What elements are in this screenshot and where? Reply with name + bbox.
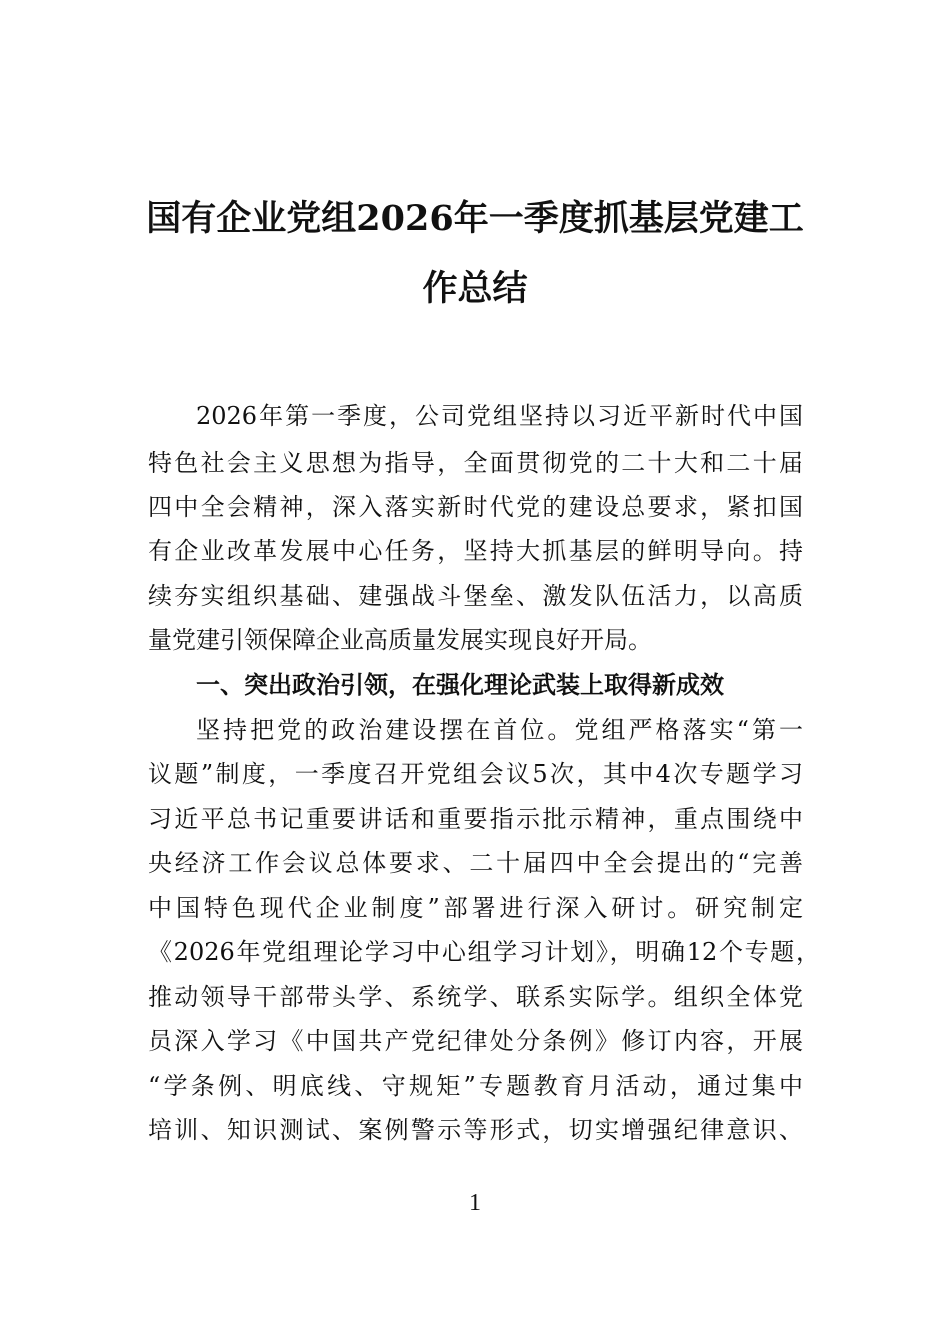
section-1-line: 央经济工作会议总体要求、二十届四中全会提出的“完善: [148, 849, 803, 877]
document-title-line-1: 国有企业党组2026年一季度抓基层党建工: [146, 198, 804, 239]
page-number: 1: [469, 1190, 481, 1216]
section-1-line: 中国特色现代企业制度”部署进行深入研讨。研究制定: [148, 894, 803, 922]
document-title-line-2: 作总结: [422, 268, 528, 309]
intro-line: 有企业改革发展中心任务，坚持大抓基层的鲜明导向。持: [148, 537, 803, 565]
section-1-line: 《2026年党组理论学习中心组学习计划》，明确12个专题，: [148, 938, 820, 966]
intro-line: 特色社会主义思想为指导，全面贯彻党的二十大和二十届: [148, 449, 803, 477]
section-1-line: 议题”制度，一季度召开党组会议5次，其中4次专题学习: [148, 760, 803, 788]
intro-line: 续夯实组织基础、建强战斗堡垒、激发队伍活力，以高质: [148, 582, 803, 610]
section-1-line: “学条例、明底线、守规矩”专题教育月活动，通过集中: [148, 1072, 803, 1100]
section-1-line: 推动领导干部带头学、系统学、联系实际学。组织全体党: [148, 983, 803, 1011]
section-1-line: 员深入学习《中国共产党纪律处分条例》修订内容，开展: [148, 1027, 803, 1055]
section-1-line: 习近平总书记重要讲话和重要指示批示精神，重点围绕中: [148, 805, 803, 833]
section-1-line: 坚持把党的政治建设摆在首位。党组严格落实“第一: [196, 716, 803, 744]
intro-line: 四中全会精神，深入落实新时代党的建设总要求，紧扣国: [148, 493, 803, 521]
section-1-line: 培训、知识测试、案例警示等形式，切实增强纪律意识、: [148, 1116, 803, 1144]
section-1-heading: 一、突出政治引领，在强化理论武装上取得新成效: [196, 671, 724, 699]
intro-line: 量党建引领保障企业高质量发展实现良好开局。: [148, 626, 652, 654]
intro-line: 2026年第一季度，公司党组坚持以习近平新时代中国: [196, 402, 803, 430]
